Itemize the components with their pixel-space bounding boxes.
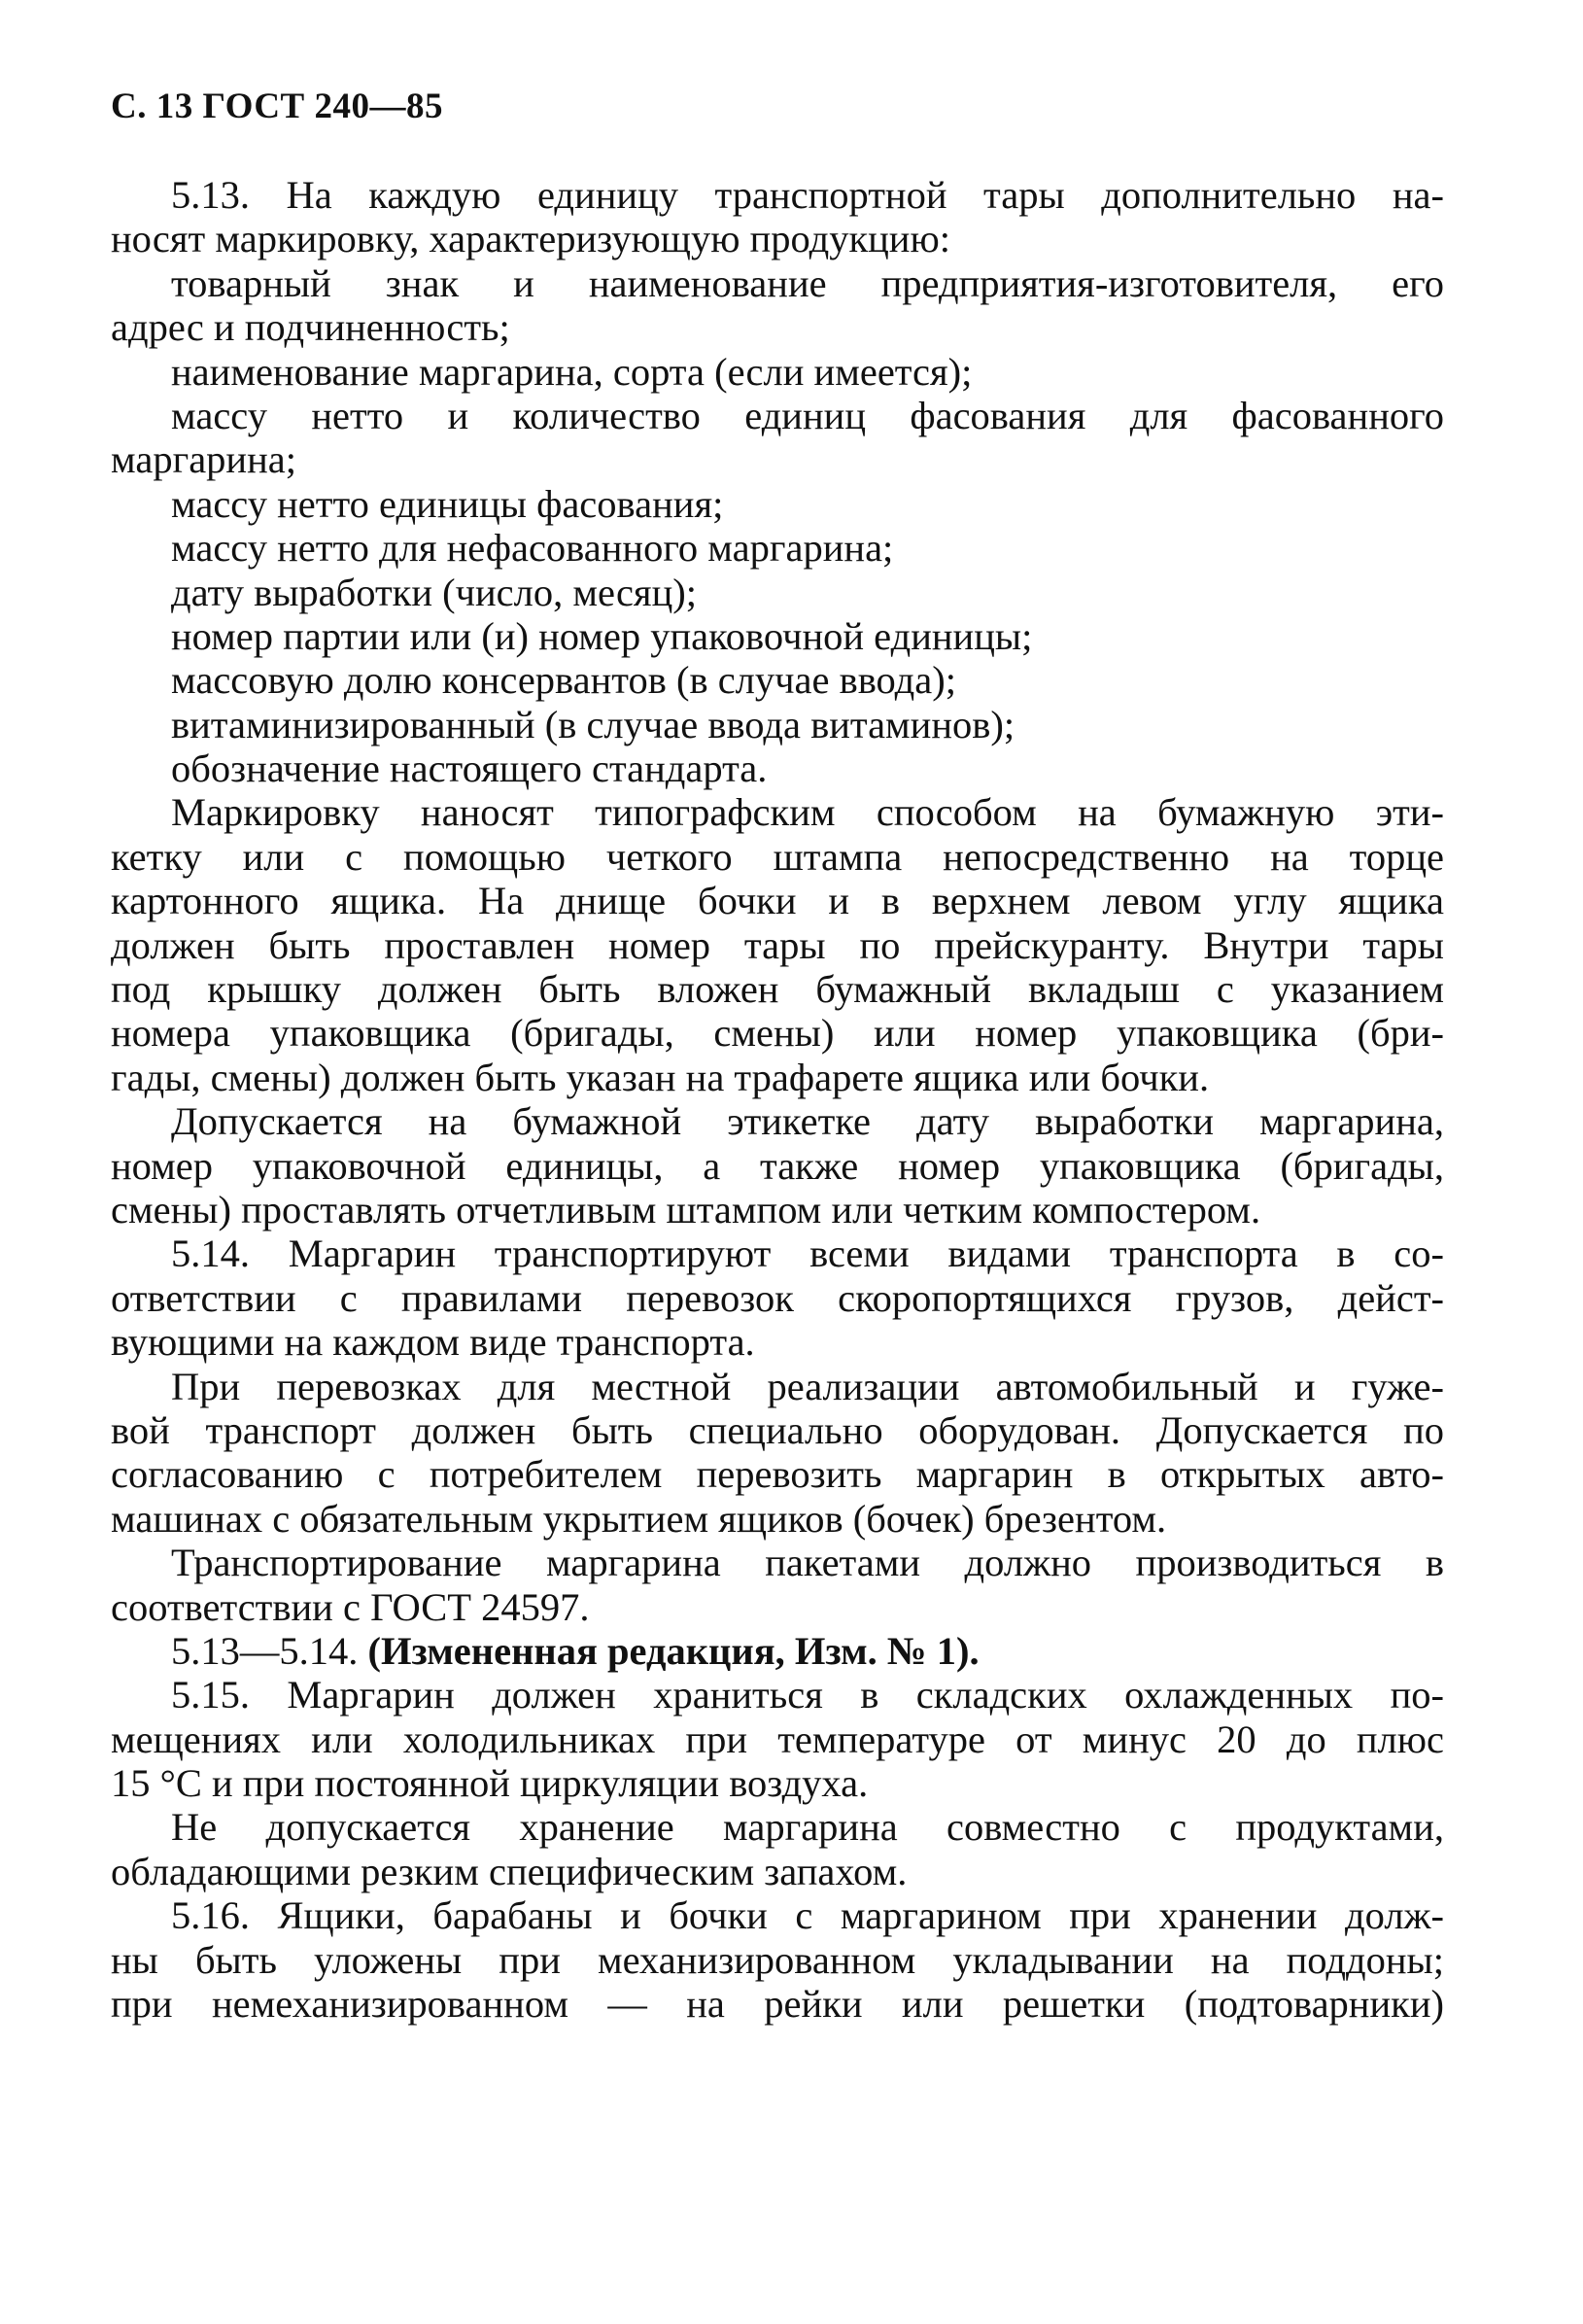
text-line-content: согласованию с потребителем перевозить маргарин в открытых авто- [111, 1452, 1444, 1497]
text-line [111, 571, 1444, 614]
text-line-content: номер упаковочной единицы, а также номер упаковщика (бригады, [111, 1143, 1444, 1188]
text-line-content: Допускается на бумажной этикетке дату выработки маргарина, [171, 1099, 1444, 1144]
text-line [111, 1673, 1444, 1717]
text-line [111, 1144, 1444, 1188]
text-line [111, 1585, 1444, 1629]
text-line-content: Не допускается хранение маргарина совместно с продуктами, [171, 1805, 1444, 1850]
text-line [111, 1011, 1444, 1055]
text-line-content: адрес и подчиненность; [111, 305, 510, 350]
text-line [111, 1497, 1444, 1541]
text-line-content: вой транспорт должен быть специально оборудован. Допускается по [111, 1407, 1444, 1452]
text-line [111, 790, 1444, 834]
text-line [111, 394, 1444, 437]
text-line-content: соответствии с ГОСТ 24597. [111, 1584, 590, 1629]
text-line-content: при немеханизированном — на рейки или решетки (подтоварники) [111, 1982, 1444, 2027]
text-line [111, 1982, 1444, 2026]
text-line [111, 526, 1444, 570]
text-line-content: вующими на каждом виде транспорта. [111, 1320, 755, 1365]
text-line [111, 1231, 1444, 1275]
text-line-content: Транспортирование маргарина пакетами должно производиться в [171, 1541, 1444, 1585]
text-line-content: 5.14. Маргарин транспортируют всеми видами транспорта в со- [171, 1231, 1444, 1276]
text-line [111, 746, 1444, 790]
text-line-content: смены) проставлять отчетливым штампом или четким компостером. [111, 1187, 1261, 1231]
body-text [111, 173, 1444, 2026]
text-line-content: номера упаковщика (бригады, смены) или номер упаковщика (бри- [111, 1011, 1444, 1056]
text-line-content: 5.13—5.14. [171, 1628, 368, 1673]
text-line [111, 1850, 1444, 1893]
text-line-content: товарный знак и наименование предприятия-изготовителя, его [171, 260, 1444, 305]
text-line-content: ответствии с правилами перевозок скоропортящихся грузов, дейст- [111, 1275, 1444, 1320]
text-line-content: 5.15. Маргарин должен храниться в складских охлажденных по- [171, 1673, 1444, 1717]
text-line-content: ны быть уложены при механизированном укладывании на поддоны; [111, 1937, 1444, 1982]
text-line-content: мещениях или холодильниках при температуре от минус 20 до плюс [111, 1717, 1444, 1761]
text-line-content: массовую долю консервантов (в случае ввода); [171, 658, 956, 703]
text-line-content: кетку или с помощью четкого штампа непосредственно на торце [111, 834, 1444, 879]
text-line [111, 1761, 1444, 1805]
text-line-content: под крышку должен быть вложен бумажный вкладыш с указанием [111, 967, 1444, 1012]
text-line [111, 1893, 1444, 1937]
text-line-content: наименование маргарина, сорта (если имеется); [171, 349, 973, 394]
text-line [111, 173, 1444, 217]
text-line [111, 1099, 1444, 1143]
text-line-content: массу нетто единицы фасования; [171, 481, 724, 526]
text-line [111, 261, 1444, 305]
text-line [111, 482, 1444, 526]
text-line-content: обозначение настоящего стандарта. [171, 746, 768, 791]
text-line-content: дату выработки (число, месяц); [171, 570, 697, 614]
text-line [111, 1629, 1444, 1673]
text-line-content: массу нетто для нефасованного маргарина; [171, 526, 894, 571]
text-line [111, 1805, 1444, 1849]
text-line-content: маргарина; [111, 437, 296, 482]
text-line [111, 967, 1444, 1011]
text-line [111, 835, 1444, 879]
text-line [111, 350, 1444, 394]
text-line [111, 1365, 1444, 1408]
text-line [111, 217, 1444, 260]
text-line [111, 1188, 1444, 1231]
text-line [111, 1056, 1444, 1099]
text-line [111, 305, 1444, 349]
text-line-content: обладающими резким специфическим запахом. [111, 1849, 908, 1893]
text-line-content: 5.16. Ящики, барабаны и бочки с маргарином при хранении долж- [171, 1893, 1444, 1938]
text-line-content: 5.13. На каждую единицу транспортной тары дополнительно на- [171, 173, 1444, 217]
text-line-content: При перевозках для местной реализации автомобильный и гуже- [171, 1364, 1444, 1408]
text-line [111, 658, 1444, 702]
text-line-content: картонного ящика. На днище бочки и в верхнем левом углу ящика [111, 879, 1444, 923]
text-line-content: носят маркировку, характеризующую продукцию: [111, 217, 950, 261]
text-line-content: 15 °С и при постоянной циркуляции воздуха. [111, 1761, 869, 1806]
amendment-note: (Измененная редакция, Изм. № 1). [367, 1628, 980, 1673]
text-line [111, 703, 1444, 746]
text-line [111, 1541, 1444, 1584]
text-line [111, 879, 1444, 922]
text-line-content: номер партии или (и) номер упаковочной единицы; [171, 613, 1033, 658]
page-header: С. 13 ГОСТ 240—85 [111, 87, 443, 126]
text-line-content: машинах с обязательным укрытием ящиков (бочек) брезентом. [111, 1496, 1167, 1541]
text-line [111, 437, 1444, 481]
text-line-content: витаминизированный (в случае ввода витаминов); [171, 702, 1015, 746]
text-line [111, 1408, 1444, 1452]
text-line [111, 1938, 1444, 1982]
text-line-content: гады, смены) должен быть указан на трафарете ящика или бочки. [111, 1055, 1210, 1099]
text-line-content: массу нетто и количество единиц фасования для фасованного [171, 393, 1444, 437]
text-line [111, 1320, 1444, 1364]
text-line [111, 923, 1444, 967]
text-line [111, 1452, 1444, 1496]
text-line [111, 1276, 1444, 1320]
text-line [111, 1717, 1444, 1761]
text-line [111, 614, 1444, 658]
text-line-content: должен быть проставлен номер тары по прейскуранту. Внутри тары [111, 922, 1444, 967]
text-line-content: Маркировку наносят типографским способом на бумажную эти- [171, 790, 1444, 835]
